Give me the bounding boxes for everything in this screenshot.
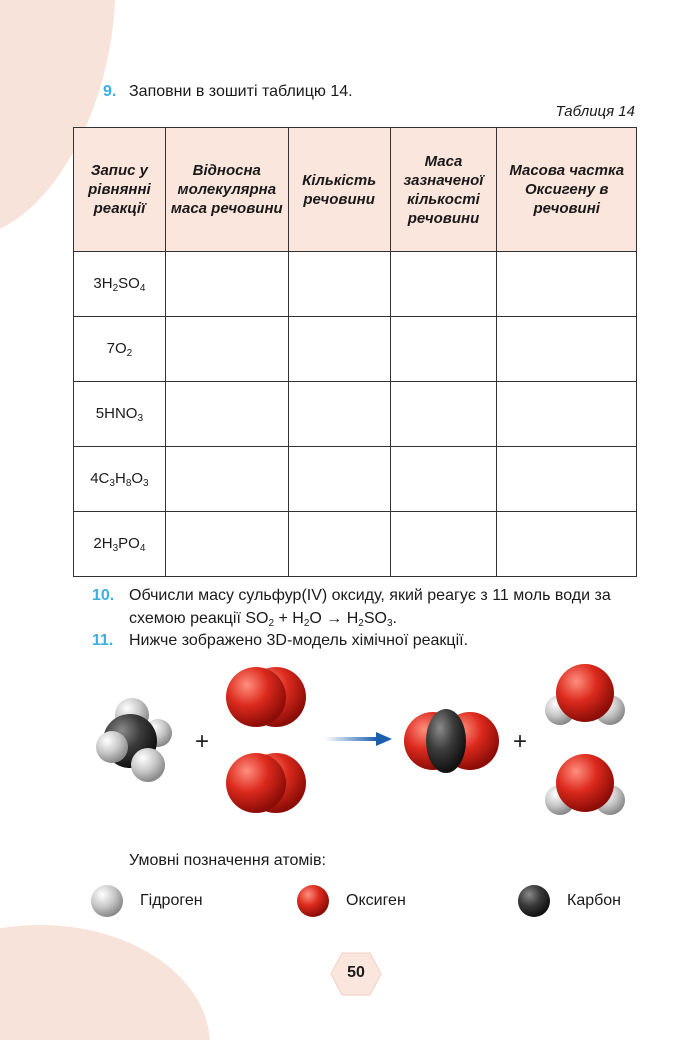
- water-molecule: [545, 664, 625, 725]
- carbon-dioxide-molecule: [404, 709, 499, 773]
- reaction-model-illustration: [0, 655, 695, 835]
- header-cell: Масова частка Оксигену в речовині: [497, 128, 637, 252]
- oxygen-molecule: [226, 753, 306, 813]
- formula-cell: $3H_2SO_4$: [74, 252, 166, 317]
- empty-cell: [165, 252, 288, 317]
- task-11-text: Нижче зображено 3D-модель хімічної реакції.: [129, 632, 469, 649]
- plus-sign: +: [513, 728, 528, 755]
- reaction-arrow: [325, 732, 392, 746]
- legend-item-carbon: [517, 884, 621, 918]
- table-row: [74, 382, 637, 447]
- empty-cell: [288, 252, 390, 317]
- header-cell: Відносна молекулярна маса речовини: [165, 128, 288, 252]
- formula-cell: $5HNO_3$: [74, 382, 166, 447]
- empty-cell: [390, 252, 497, 317]
- header-cell: Запис у рівнянні реакції: [74, 128, 166, 252]
- methane-molecule: [96, 698, 172, 782]
- oxygen-molecule: [226, 667, 306, 727]
- empty-cell: [390, 447, 497, 512]
- empty-cell: [288, 382, 390, 447]
- page-number: 50: [347, 964, 365, 981]
- task-10-number: 10.: [92, 587, 115, 604]
- empty-cell: [497, 512, 637, 577]
- empty-cell: [390, 317, 497, 382]
- page-number-badge: [330, 952, 382, 996]
- water-molecule: [545, 754, 625, 815]
- legend-label: Карбон: [567, 892, 622, 909]
- legend-label: Оксиген: [346, 892, 406, 909]
- empty-cell: [165, 512, 288, 577]
- empty-cell: [390, 382, 497, 447]
- legend-item-oxygen: [296, 884, 406, 918]
- legend-title: Умовні позначення атомів:: [129, 852, 326, 869]
- task-10-text: Обчисли масу сульфур(IV) оксиду, який реагує з 11 моль води за схемою реакції $SO_2 + H_2O \to H_2SO_3$.: [129, 587, 611, 629]
- empty-cell: [288, 512, 390, 577]
- empty-cell: [288, 447, 390, 512]
- data-table: [73, 127, 637, 577]
- plus-sign: +: [195, 728, 210, 755]
- header-cell: Маса зазначеної кількості речовини: [390, 128, 497, 252]
- empty-cell: [497, 382, 637, 447]
- oxygen-atom-icon: [296, 884, 330, 918]
- empty-cell: [497, 317, 637, 382]
- corner-decoration-bottom: [0, 925, 210, 1040]
- empty-cell: [165, 447, 288, 512]
- formula-cell: $4C_3H_8O_3$: [74, 447, 166, 512]
- task-9: [103, 80, 353, 103]
- empty-cell: [497, 447, 637, 512]
- formula-cell: $7O_2$: [74, 317, 166, 382]
- legend-item-hydrogen: [90, 884, 203, 918]
- legend-label: Гідроген: [140, 892, 203, 909]
- table-row: [74, 447, 637, 512]
- formula-cell: $2H_3PO_4$: [74, 512, 166, 577]
- task-9-text: Заповни в зошиті таблицю 14.: [129, 83, 353, 100]
- table-row: [74, 512, 637, 577]
- header-cell: Кількість речовини: [288, 128, 390, 252]
- empty-cell: [165, 382, 288, 447]
- table-header-row: [74, 128, 637, 252]
- task-10: [92, 584, 611, 629]
- hydrogen-atom-icon: [90, 884, 124, 918]
- empty-cell: [497, 252, 637, 317]
- empty-cell: [165, 317, 288, 382]
- table-caption: Таблиця 14: [555, 103, 635, 120]
- table-row: [74, 252, 637, 317]
- task-11-number: 11.: [92, 632, 114, 649]
- empty-cell: [288, 317, 390, 382]
- carbon-atom-icon: [517, 884, 551, 918]
- table-row: [74, 317, 637, 382]
- task-9-number: 9.: [103, 83, 117, 100]
- empty-cell: [390, 512, 497, 577]
- task-11: [92, 629, 469, 652]
